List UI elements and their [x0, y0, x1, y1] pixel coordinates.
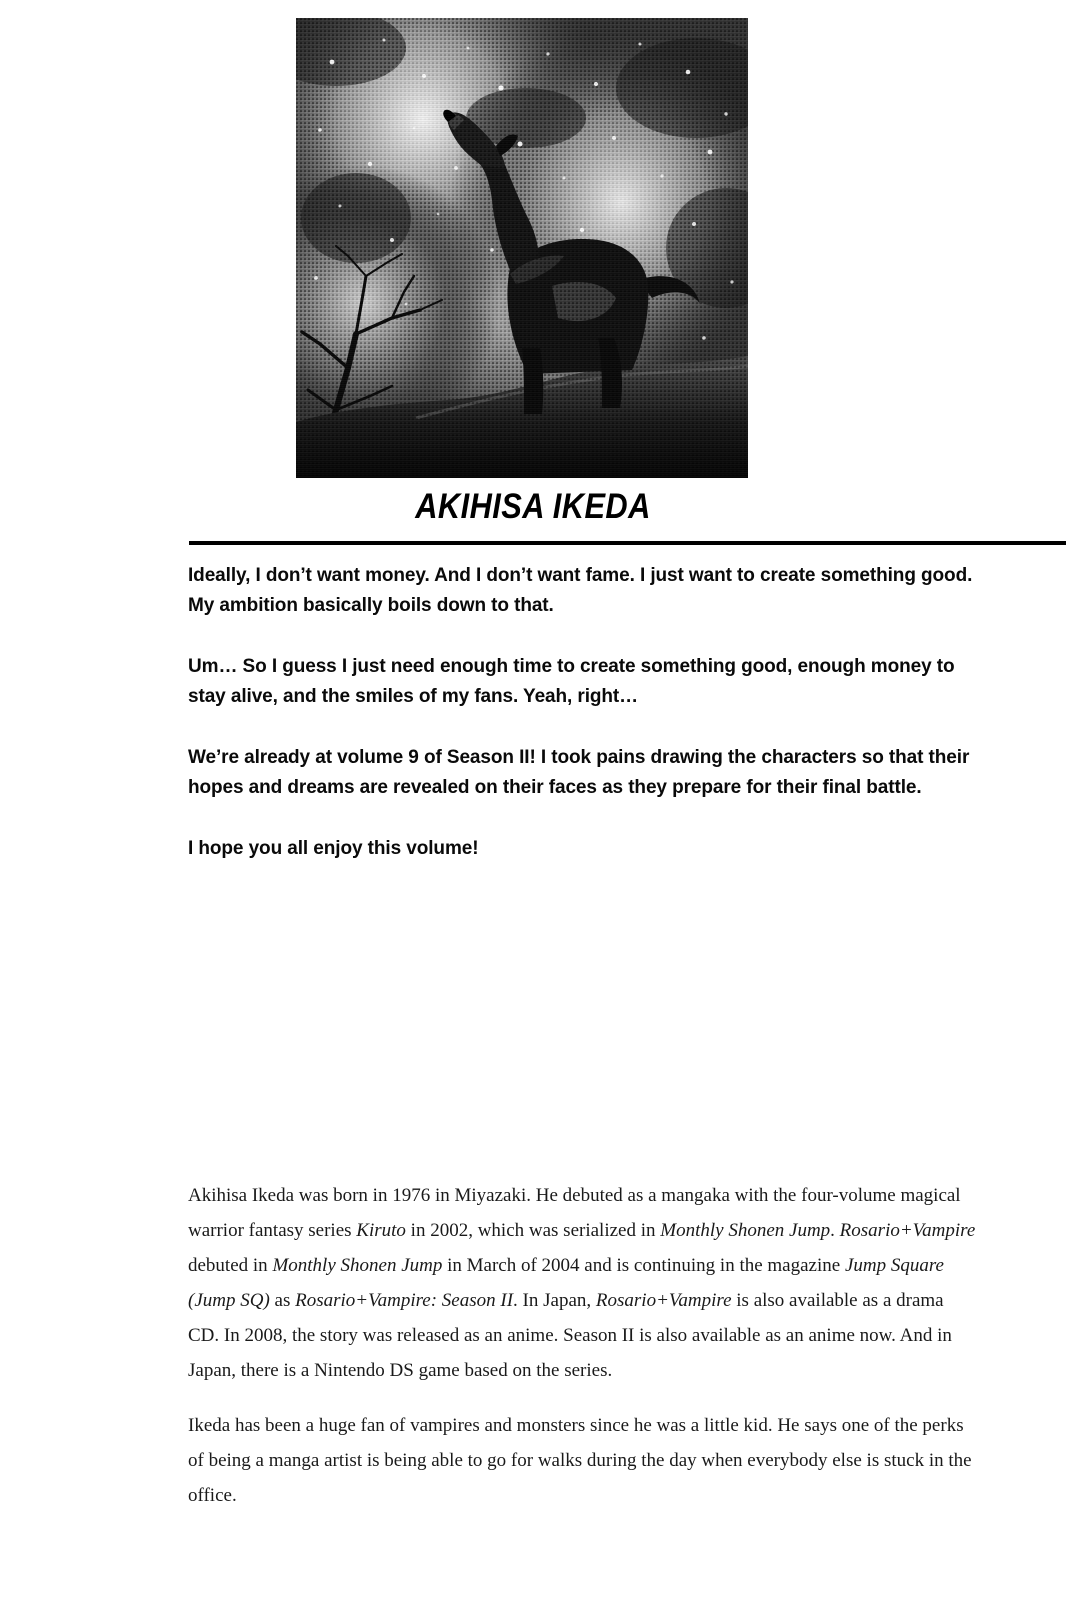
bio-text: in March of 2004 and is continuing in the magazine — [442, 1255, 845, 1276]
bio-text: as — [269, 1290, 296, 1311]
author-photo — [296, 18, 748, 478]
wolf-night-sky-illustration — [296, 18, 748, 478]
bio-text: is also available as a drama CD. In 2008, the story was released as an anime. Season II is also available as an anime now. And in Japan, there is a Nintendo DS game based on the series. — [188, 1290, 952, 1381]
bio-title-jump-square: Jump Square (Jump SQ) — [188, 1255, 944, 1311]
photo-frame — [296, 18, 748, 478]
bio-title-rosario-vampire: Rosario+Vampire — [595, 1290, 732, 1311]
author-name: AKIHISA IKEDA — [415, 487, 651, 526]
bio-text: in 2002, which was serialized in — [405, 1220, 661, 1241]
quote-paragraph: Ideally, I don’t want money. And I don’t want fame. I just want to create something good. My ambition basically boils down to that. — [188, 564, 973, 616]
bio-text: . In Japan, — [513, 1290, 596, 1311]
bio-text: Akihisa Ikeda was born in 1976 in Miyazaki. He debuted as a mangaka with the four-volume magical warrior fantasy series — [188, 1185, 961, 1241]
bio-title-monthly-shonen-jump: Monthly Shonen Jump — [660, 1220, 831, 1241]
bio-paragraph-1 — [188, 1178, 978, 1388]
bio-title-monthly-shonen-jump: Monthly Shonen Jump — [272, 1255, 443, 1276]
bio-paragraph-2: Ikeda has been a huge fan of vampires and monsters since he was a little kid. He says one of the perks of being a manga artist is being able to go for walks during the day when everybody else is stuck in the office. — [188, 1415, 972, 1506]
author-bio-block — [188, 1178, 978, 1513]
bio-text: . — [830, 1220, 840, 1241]
quote-paragraph: Um… So I guess I just need enough time to create something good, enough money to stay alive, and the smiles of my fans. Yeah, right… — [188, 655, 955, 707]
quote-paragraph: I hope you all enjoy this volume! — [188, 837, 479, 859]
quote-paragraph: We’re already at volume 9 of Season II! I took pains drawing the characters so that their hopes and dreams are revealed on their faces as they prepare for their final battle. — [188, 746, 970, 798]
divider-rule — [189, 541, 1066, 545]
bio-title-kiruto: Kiruto — [356, 1220, 406, 1241]
bio-title-rosario-vampire-season-ii: Rosario+Vampire: Season II — [295, 1290, 514, 1311]
author-quote-block — [188, 560, 1008, 863]
bio-text: debuted in — [188, 1255, 273, 1276]
bio-title-rosario-vampire: Rosario+Vampire — [839, 1220, 976, 1241]
